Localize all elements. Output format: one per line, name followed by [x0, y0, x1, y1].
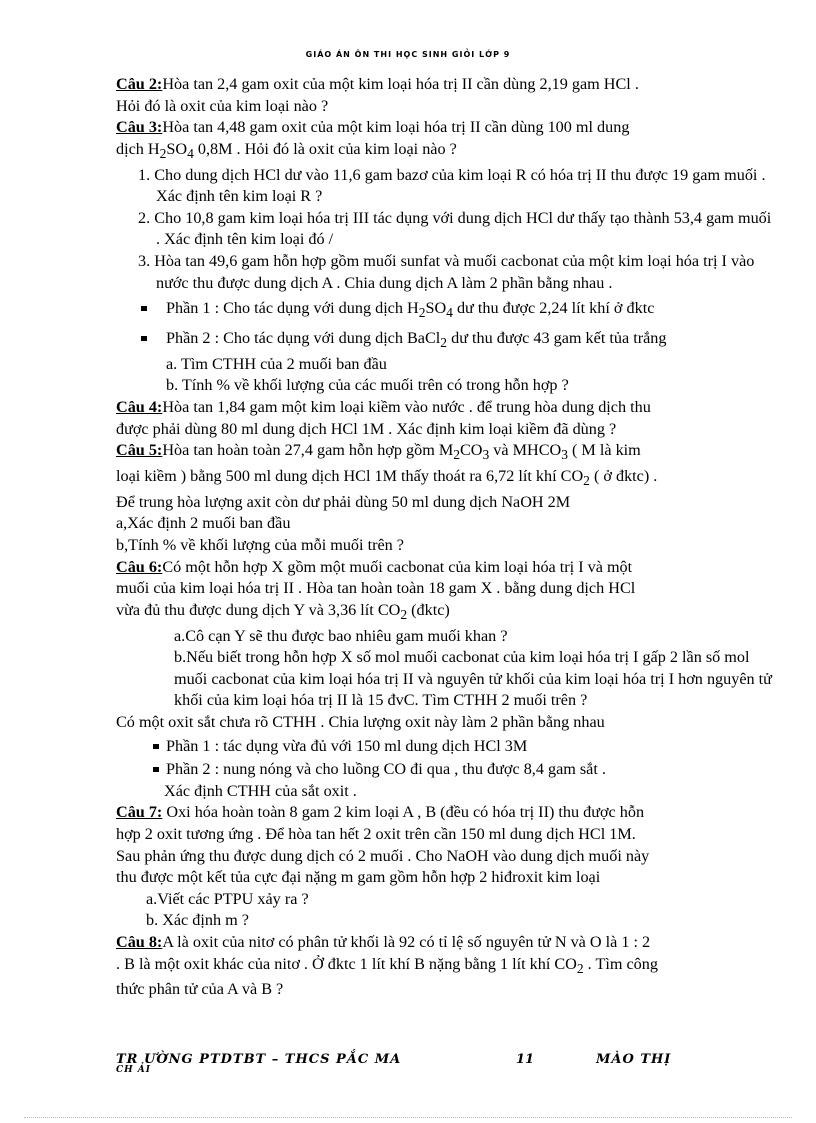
line-text: Phần 2 : Cho tác dụng với dung dịch BaCl$_2$ dư thu được 43 gam kết tủa trắng	[166, 329, 667, 351]
line-text: vừa đủ thu được dung dịch Y và 3,36 lít $CO_2$ (đktc)	[116, 600, 450, 623]
line-text: Có một oxit sắt chưa rõ CTHH . Chia lượng oxit này làm 2 phần bằng nhau	[116, 713, 605, 732]
text-line	[116, 979, 776, 1001]
question-label: Câu 7:	[116, 803, 163, 822]
text-line	[136, 208, 776, 251]
line-text: dịch $H_2SO_4$ 0,8M . Hỏi đó là oxit của kim loại nào ?	[116, 139, 457, 162]
text-line	[116, 600, 776, 626]
line-text: Xác định CTHH của sắt oxit .	[164, 781, 357, 800]
text-line	[136, 165, 776, 208]
line-text: Để trung hòa lượng axit còn dư phải dùng 50 ml dung dịch NaOH 2M	[116, 492, 571, 511]
text-line	[116, 513, 776, 535]
line-text: Hòa tan 2,4 gam oxit của một kim loại hóa trị II cần dùng 2,19 gam HCl .	[162, 75, 639, 93]
question-line	[116, 74, 776, 96]
text-line	[116, 466, 776, 492]
question-label: Câu 2:	[116, 75, 163, 93]
document-body	[116, 74, 776, 1001]
question-line	[116, 397, 776, 419]
text-line	[116, 375, 776, 397]
question-label: Câu 4:	[116, 398, 163, 417]
question-line	[116, 557, 776, 579]
question-line	[116, 440, 776, 466]
line-text: 1. Cho dung dịch HCl dư vào 11,6 gam bazơ của kim loại R có hóa trị II thu được 19 gam muối . Xác định tên kim loại R ?	[138, 165, 766, 206]
question-line	[116, 932, 776, 954]
text-line	[116, 759, 776, 781]
footer-author: MÀO THỊ	[596, 1052, 672, 1067]
page-footer	[116, 1052, 736, 1082]
line-text: b,Tính % về khối lượng của mỗi muối trên ?	[116, 536, 404, 555]
line-text: Hòa tan 1,84 gam một kim loại kiềm vào nước . để trung hòa dung dịch thu	[162, 398, 651, 417]
text-line	[116, 328, 776, 354]
page-border-dotted	[24, 1117, 792, 1118]
line-text: a. Tìm CTHH của 2 muối ban đầu	[166, 354, 387, 373]
text-line	[116, 139, 776, 165]
question-label: Câu 3:	[116, 118, 163, 137]
text-line	[116, 647, 776, 712]
line-text: b.Nếu biết trong hỗn hợp X số mol muối cacbonat của kim loại hóa trị I gấp 2 lần số mol muối cacbonat của kim loại hóa trị II và nguyên tử khối của kim loại hóa trị I hơn nguyên tử khối của kim loại hóa trị II là 15 đvC. Tìm CTHH 2 muối trên ?	[174, 648, 772, 710]
line-text: 2. Cho 10,8 gam kim loại hóa trị III tác dụng với dung dịch HCl dư thấy tạo thành 53,4 gam muối . Xác định tên kim loại đó /	[138, 208, 772, 249]
text-line	[116, 824, 776, 846]
question-line	[116, 117, 776, 139]
text-line	[116, 954, 776, 980]
question-label: Câu 5:	[116, 441, 163, 460]
text-line	[116, 578, 776, 600]
line-text: Hòa tan hoàn toàn 27,4 gam hỗn hợp gồm $M_2CO_3$ và $MHCO_3$ ( M là kim	[162, 441, 641, 463]
line-text: a.Viết các PTPU xảy ra ?	[146, 889, 309, 908]
line-text: Phần 1 : Cho tác dụng với dung dịch $H_2SO_4$ dư thu được 2,24 lít khí ở đktc	[166, 299, 655, 321]
question-label: Câu 6:	[116, 557, 163, 576]
line-text: . B là một oxit khác của nitơ . Ở đktc 1 lít khí B nặng bằng 1 lít khí $CO_2$ . Tìm công	[116, 954, 658, 976]
question-label: Câu 8:	[116, 932, 163, 951]
text-line	[116, 492, 776, 514]
page-header: GIÁO ÁN ÔN THI HỌC SINH GIỎI LỚP 9	[305, 50, 511, 59]
text-line	[136, 251, 776, 294]
footer-school: TR ƯỜNG PTDTBT – THCS PẮC MA	[116, 1052, 402, 1067]
line-text: loại kiềm ) bằng 500 ml dung dịch HCl 1M thấy thoát ra 6,72 lít khí $CO_2$ ( ở đktc) .	[116, 467, 658, 489]
line-text: được phải dùng 80 ml dung dịch HCl 1M . Xác định kim loại kiềm đã dùng ?	[116, 419, 617, 438]
line-text: Phần 1 : tác dụng vừa đủ với 150 ml dung dịch HCl 3M	[166, 736, 528, 755]
line-text: Sau phản ứng thu được dung dịch có 2 muối . Cho NaOH vào dung dịch muối này	[116, 846, 650, 865]
line-text: Hỏi đó là oxit của kim loại nào ?	[116, 96, 329, 115]
text-line	[116, 626, 776, 648]
line-text: a,Xác định 2 muối ban đầu	[116, 514, 291, 533]
text-line	[116, 298, 776, 324]
question-line	[116, 802, 776, 824]
line-text: A là oxit của nitơ có phân tử khối là 92 có tỉ lệ số nguyên tử N và O là 1 : 2	[162, 932, 651, 951]
line-text: b. Tính % về khối lượng của các muối trên có trong hỗn hợp ?	[166, 376, 569, 395]
page-number: 11	[516, 1052, 535, 1067]
text-line	[116, 867, 776, 889]
line-text: hợp 2 oxit tương ứng . Để hòa tan hết 2 oxit trên cần 150 ml dung dịch HCl 1M.	[116, 825, 636, 843]
line-text: Oxi hóa hoàn toàn 8 gam 2 kim loại A , B (đều có hóa trị II) thu được hỗn	[162, 803, 645, 822]
footer-school-line2: CH ẢI	[116, 1065, 151, 1075]
text-line	[116, 910, 776, 932]
text-line	[116, 889, 776, 911]
text-line	[116, 354, 776, 376]
text-line	[116, 419, 776, 441]
text-line	[116, 781, 776, 803]
line-text: thức phân tử của A và B ?	[116, 980, 284, 999]
line-text: thu được một kết tủa cực đại nặng m gam gồm hỗn hợp 2 hiđroxit kim loại	[116, 868, 601, 887]
line-text: Có một hỗn hợp X gồm một muối cacbonat của kim loại hóa trị I và một	[162, 557, 633, 576]
line-text: Hòa tan 4,48 gam oxit của một kim loại hóa trị II cần dùng 100 ml dung	[162, 118, 630, 137]
text-line	[116, 712, 776, 734]
text-line	[116, 96, 776, 118]
line-text: b. Xác định m ?	[146, 911, 249, 930]
text-line	[116, 846, 776, 868]
line-text: muối của kim loại hóa trị II . Hòa tan hoàn toàn 18 gam X . bằng dung dịch HCl	[116, 579, 636, 598]
line-text: a.Cô cạn Y sẽ thu được bao nhiêu gam muối khan ?	[174, 626, 508, 645]
text-line	[116, 736, 776, 758]
line-text: 3. Hòa tan 49,6 gam hỗn hợp gồm muối sunfat và muối cacbonat của một kim loại hóa trị I vào nước thu được dung dịch A . Chia dung dịch A làm 2 phần bằng nhau .	[138, 251, 755, 292]
line-text: Phần 2 : nung nóng và cho luồng CO đi qua , thu được 8,4 gam sắt .	[166, 760, 606, 779]
text-line	[116, 535, 776, 557]
